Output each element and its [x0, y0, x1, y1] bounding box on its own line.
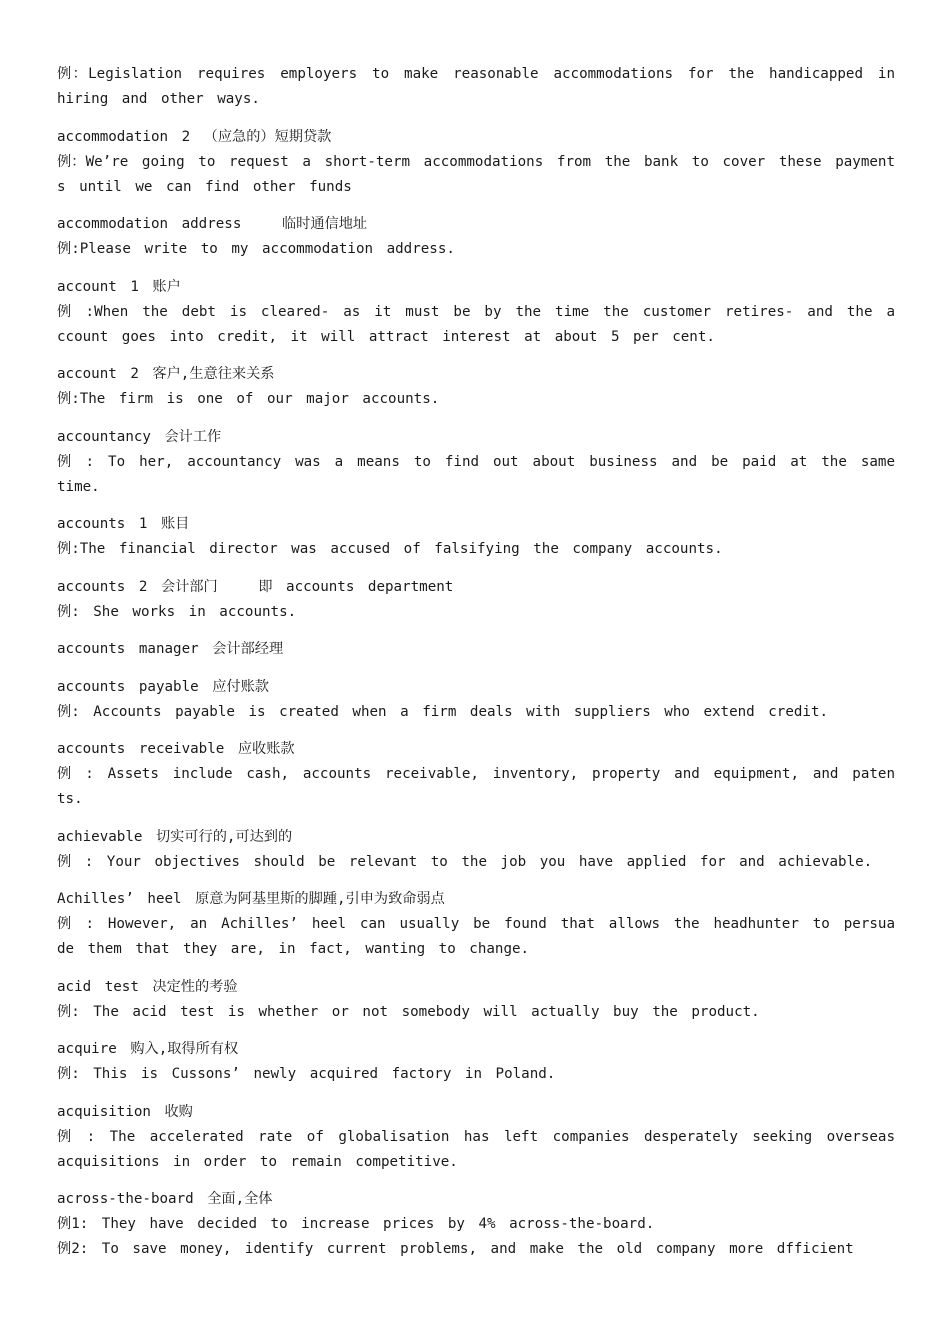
entry-example: 例: Accounts payable is created when a firm deals with suppliers who extend credit.: [57, 703, 829, 720]
dictionary-entry: [57, 512, 895, 562]
dictionary-entry: [57, 362, 895, 412]
entry-example: 例 : However, an Achilles’ heel can usually be found that allows the headhunter to persuade them that they are, in fact, wanting to change.: [57, 916, 895, 957]
entry-example: 例1: They have decided to increase prices by 4% across-the-board.: [57, 1216, 655, 1232]
dictionary-entry: [57, 737, 895, 812]
entry-example: 例：We’re going to request a short-term accommodations from the bank to cover these payments until we can find other funds: [57, 153, 895, 195]
entry-heading: account 1 账户: [57, 278, 181, 295]
dictionary-entry: [57, 575, 895, 625]
dictionary-entry: [57, 425, 909, 500]
entry-example: 例:The firm is one of our major accounts.: [57, 391, 440, 407]
dictionary-entry: [57, 275, 895, 350]
dictionary-entry: [57, 637, 895, 662]
entry-example: 例2: To save money, identify current problems, and make the old company more dfficient: [57, 1241, 854, 1257]
entry-example: 例: She works in accounts.: [57, 603, 297, 620]
dictionary-page: [57, 62, 909, 1275]
entry-heading: accounts receivable 应收账款: [57, 741, 295, 757]
entry-heading: across-the-board 全面,全体: [57, 1191, 273, 1207]
entry-heading: accounts payable 应付账款: [57, 678, 269, 695]
entry-heading: accounts 2 会计部门 即 accounts department: [57, 578, 454, 595]
entry-heading: account 2 客户,生意往来关系: [57, 366, 275, 382]
entry-example: 例: The acid test is whether or not somebody will actually buy the product.: [57, 1003, 760, 1020]
entry-example: 例:The financial director was accused of falsifying the company accounts.: [57, 541, 723, 557]
entry-example: 例 : To her, accountancy was a means to find out about business and be paid at the same time.: [57, 453, 909, 495]
entry-heading: accountancy 会计工作: [57, 428, 222, 445]
entry-example: 例:Please write to my accommodation address.: [57, 241, 455, 257]
entry-example: 例 : The accelerated rate of globalisation has left companies desperately seeking overseas acquisitions in order to remain competitive.: [57, 1128, 909, 1170]
dictionary-entry: [57, 675, 895, 725]
entry-example: 例 :When the debt is cleared- as it must be by the time the customer retires- and the account goes into credit, it will attract interest at about 5 per cent.: [57, 303, 895, 345]
entry-example: 例：Legislation requires employers to make reasonable accommodations for the handicapped in hiring and other ways.: [57, 66, 909, 107]
entry-heading: acquire 购入,取得所有权: [57, 1041, 239, 1057]
entry-heading: accounts 1 账目: [57, 516, 190, 532]
entry-heading: Achilles’ heel 原意为阿基里斯的脚踵,引申为致命弱点: [57, 891, 445, 907]
entry-heading: acid test 决定性的考验: [57, 978, 238, 995]
dictionary-entry: [57, 1100, 909, 1175]
entry-heading: accounts manager 会计部经理: [57, 641, 284, 657]
entry-heading: accommodation address 临时通信地址: [57, 216, 368, 232]
entry-heading: achievable 切实可行的,可达到的: [57, 828, 293, 845]
dictionary-entry: [57, 212, 895, 262]
entry-heading: accommodation 2 （应急的）短期贷款: [57, 128, 332, 145]
entry-heading: acquisition 收购: [57, 1103, 193, 1120]
dictionary-entry: [57, 825, 895, 875]
dictionary-entry: [57, 975, 895, 1025]
dictionary-entry: [57, 1187, 895, 1262]
dictionary-entry: [57, 62, 909, 112]
dictionary-entry: [57, 887, 895, 962]
entry-example: 例: This is Cussons’ newly acquired factory in Poland.: [57, 1066, 556, 1082]
entry-example: 例 : Your objectives should be relevant to the job you have applied for and achievable.: [57, 853, 873, 870]
dictionary-entry: [57, 125, 895, 200]
entry-example: 例 : Assets include cash, accounts receivable, inventory, property and equipment, and patents.: [57, 766, 895, 807]
dictionary-entry: [57, 1037, 895, 1087]
